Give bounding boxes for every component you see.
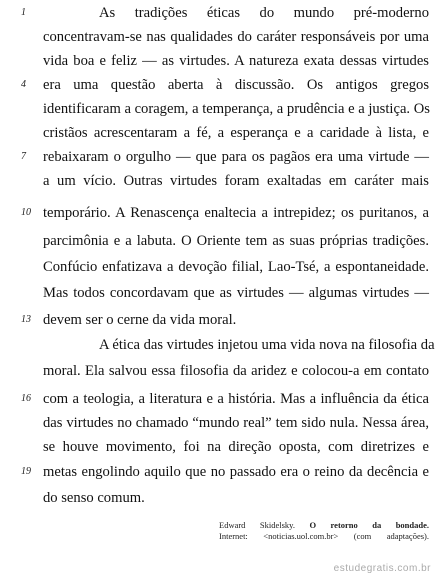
text-line: se houve movimento, foi na direção oposta, com diretrizes e (43, 439, 429, 455)
text-line: A ética das virtudes injetou uma vida nova na filosofia da (99, 337, 435, 353)
line-number: 16 (21, 393, 31, 404)
text-line: temporário. A Renascença enaltecia a intrepidez; os puritanos, a (43, 205, 429, 221)
citation-url: <noticias.uol.com.br> (263, 531, 339, 541)
line-number: 4 (21, 79, 26, 90)
text-line: As tradições éticas do mundo pré-moderno (99, 5, 429, 21)
line-number: 1 (21, 7, 26, 18)
text-line: a um vício. Outras virtudes foram exaltadas em caráter mais (43, 173, 429, 189)
text-line: era uma questão aberta à discussão. Os antigos gregos (43, 77, 429, 93)
citation-internet-label: Internet: (219, 531, 248, 541)
line-number: 10 (21, 207, 31, 218)
citation-line-2 (219, 531, 429, 542)
text-line: parcimônia e a labuta. O Oriente tem as suas próprias tradições. (43, 233, 429, 249)
line-number: 13 (21, 314, 31, 325)
citation-line-1 (219, 520, 429, 531)
text-line: das virtudes no chamado “mundo real” tem sido nula. Nessa área, (43, 415, 429, 431)
text-line: Confúcio enfatizava a devoção filial, Lao-Tsé, a espontaneidade. (43, 259, 429, 275)
text-line: Mas todos concordavam que as virtudes — algumas virtudes — (43, 285, 429, 301)
source-citation (219, 520, 429, 542)
text-line: cristãos acrescentaram a fé, a esperança e a caridade à lista, e (43, 125, 429, 141)
text-line: rebaixaram o orgulho — que para os pagãos era uma virtude — (43, 149, 429, 165)
text-line: vida boa e feliz — as virtudes. A natureza exata dessas virtudes (43, 53, 429, 69)
line-number: 19 (21, 466, 31, 477)
watermark: estudegratis.com.br (333, 563, 431, 574)
text-line: identificaram a coragem, a temperança, a prudência e a justiça. Os (43, 101, 430, 117)
citation-title: O retorno da bondade. (309, 520, 429, 530)
line-number: 7 (21, 151, 26, 162)
citation-author: Edward Skidelsky. (219, 520, 296, 530)
text-line: concentravam-se nas qualidades do caráter responsáveis por uma (43, 29, 429, 45)
citation-note: (com adaptações). (353, 531, 429, 541)
text-line: moral. Ela salvou essa filosofia da aridez e colocou-a em contato (43, 363, 429, 379)
text-line: com a teologia, a literatura e a história. Mas a influência da ética (43, 391, 429, 407)
text-line: do senso comum. (43, 490, 145, 506)
text-line: devem ser o cerne da vida moral. (43, 312, 237, 328)
text-line: metas engolindo aquilo que no passado era o reino da decência e (43, 464, 429, 480)
